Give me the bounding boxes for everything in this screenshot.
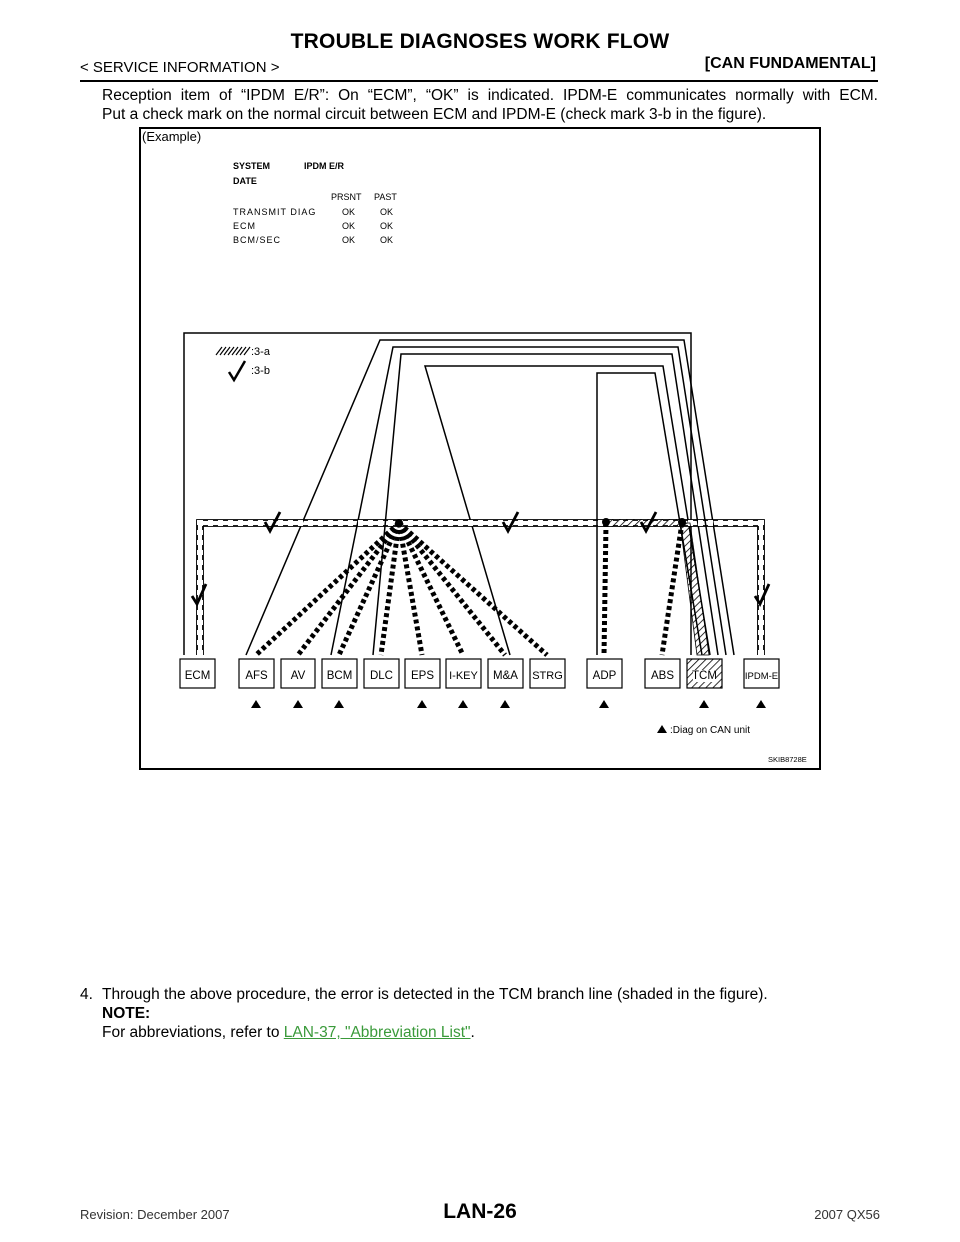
diag-marker-bcm bbox=[334, 700, 344, 708]
legend-check-icon bbox=[229, 361, 245, 380]
diag-marker-adp bbox=[599, 700, 609, 708]
header-rule bbox=[80, 80, 878, 82]
step4-text: Through the above procedure, the error is detected in the TCM branch line (shaded in the figure). bbox=[102, 986, 768, 1003]
unit-afs: AFS bbox=[245, 670, 268, 682]
unit-ipdm-e: IPDM-E bbox=[744, 671, 779, 682]
legend-shaded-label: :3-a bbox=[251, 346, 270, 358]
paragraph-reception: Reception item of “IPDM E/R”: On “ECM”, “OK” is indicated. IPDM-E communicates normally with ECM. bbox=[102, 87, 878, 104]
page-number: LAN-26 bbox=[443, 1200, 517, 1223]
unit-av: AV bbox=[290, 670, 306, 682]
screen-row-present: OK bbox=[342, 207, 356, 217]
abbreviation-prefix: For abbreviations, refer to bbox=[102, 1024, 284, 1041]
diag-marker-m-and-a bbox=[500, 700, 510, 708]
screen-row-present: OK bbox=[342, 221, 356, 231]
unit-strg: STRG bbox=[532, 670, 563, 682]
page-title: TROUBLE DIAGNOSES WORK FLOW bbox=[290, 30, 670, 53]
tcm-branch-shaded bbox=[680, 523, 709, 655]
diag-marker-tcm bbox=[699, 700, 709, 708]
screen-row-past: OK bbox=[380, 221, 394, 231]
paragraph-check-mark: Put a check mark on the normal circuit between ECM and IPDM-E (check mark 3-b in the figure). bbox=[102, 106, 767, 123]
screen-row-item: BCM/SEC bbox=[233, 235, 282, 245]
unit-abs: ABS bbox=[650, 670, 675, 682]
screen-system-label: SYSTEM bbox=[233, 161, 271, 171]
legend bbox=[216, 346, 271, 380]
diag-legend-triangle bbox=[657, 725, 667, 733]
unit-i-key: I-KEY bbox=[449, 670, 478, 682]
abbreviation-suffix: . bbox=[470, 1024, 475, 1041]
figure-code: SKIB8728E bbox=[768, 755, 807, 764]
can-diagram bbox=[139, 127, 821, 770]
unit-boxes bbox=[180, 659, 779, 688]
can-bus-dash bbox=[200, 523, 761, 655]
diag-legend-label: :Diag on CAN unit bbox=[670, 725, 751, 736]
unit-adp: ADP bbox=[592, 670, 617, 682]
unit-m-and-a: M&A bbox=[493, 670, 518, 682]
diag-marker-eps bbox=[417, 700, 427, 708]
example-label: (Example) bbox=[142, 129, 202, 144]
unit-ecm: ECM bbox=[184, 670, 211, 682]
abbreviation-line bbox=[102, 1023, 475, 1042]
diag-marker-afs bbox=[251, 700, 261, 708]
legend-hatch-icon bbox=[216, 347, 250, 355]
screen-row-past: OK bbox=[380, 207, 394, 217]
diag-marker-av bbox=[293, 700, 303, 708]
screen-system-value: IPDM E/R bbox=[304, 161, 345, 171]
screen-col-present: PRSNT bbox=[331, 192, 362, 202]
footer-revision: Revision: December 2007 bbox=[80, 1207, 230, 1222]
screen-row-past: OK bbox=[380, 235, 394, 245]
screen-row-present: OK bbox=[342, 235, 356, 245]
section-label: < SERVICE INFORMATION > bbox=[80, 59, 280, 76]
legend-check-label: :3-b bbox=[251, 365, 270, 377]
footer-model: 2007 QX56 bbox=[814, 1207, 880, 1222]
unit-bcm: BCM bbox=[326, 670, 353, 682]
wiring-loops bbox=[184, 333, 734, 655]
diag-marker-ipdm-e bbox=[756, 700, 766, 708]
category-label: [CAN FUNDAMENTAL] bbox=[704, 55, 876, 72]
unit-eps: EPS bbox=[410, 670, 435, 682]
step-number: 4. bbox=[80, 986, 93, 1003]
unit-tcm: TCM bbox=[692, 670, 717, 682]
screen-row-item: TRANSMIT DIAG bbox=[233, 207, 317, 217]
screen-row-item: ECM bbox=[233, 221, 256, 231]
screen-date-label: DATE bbox=[233, 176, 257, 186]
diag-marker-i-key bbox=[458, 700, 468, 708]
note-label: NOTE: bbox=[102, 1005, 151, 1022]
unit-dlc: DLC bbox=[369, 670, 394, 682]
branch-lines bbox=[256, 523, 682, 655]
screen-col-past: PAST bbox=[374, 192, 397, 202]
abbreviation-link[interactable]: LAN-37, "Abbreviation List" bbox=[283, 1024, 471, 1041]
